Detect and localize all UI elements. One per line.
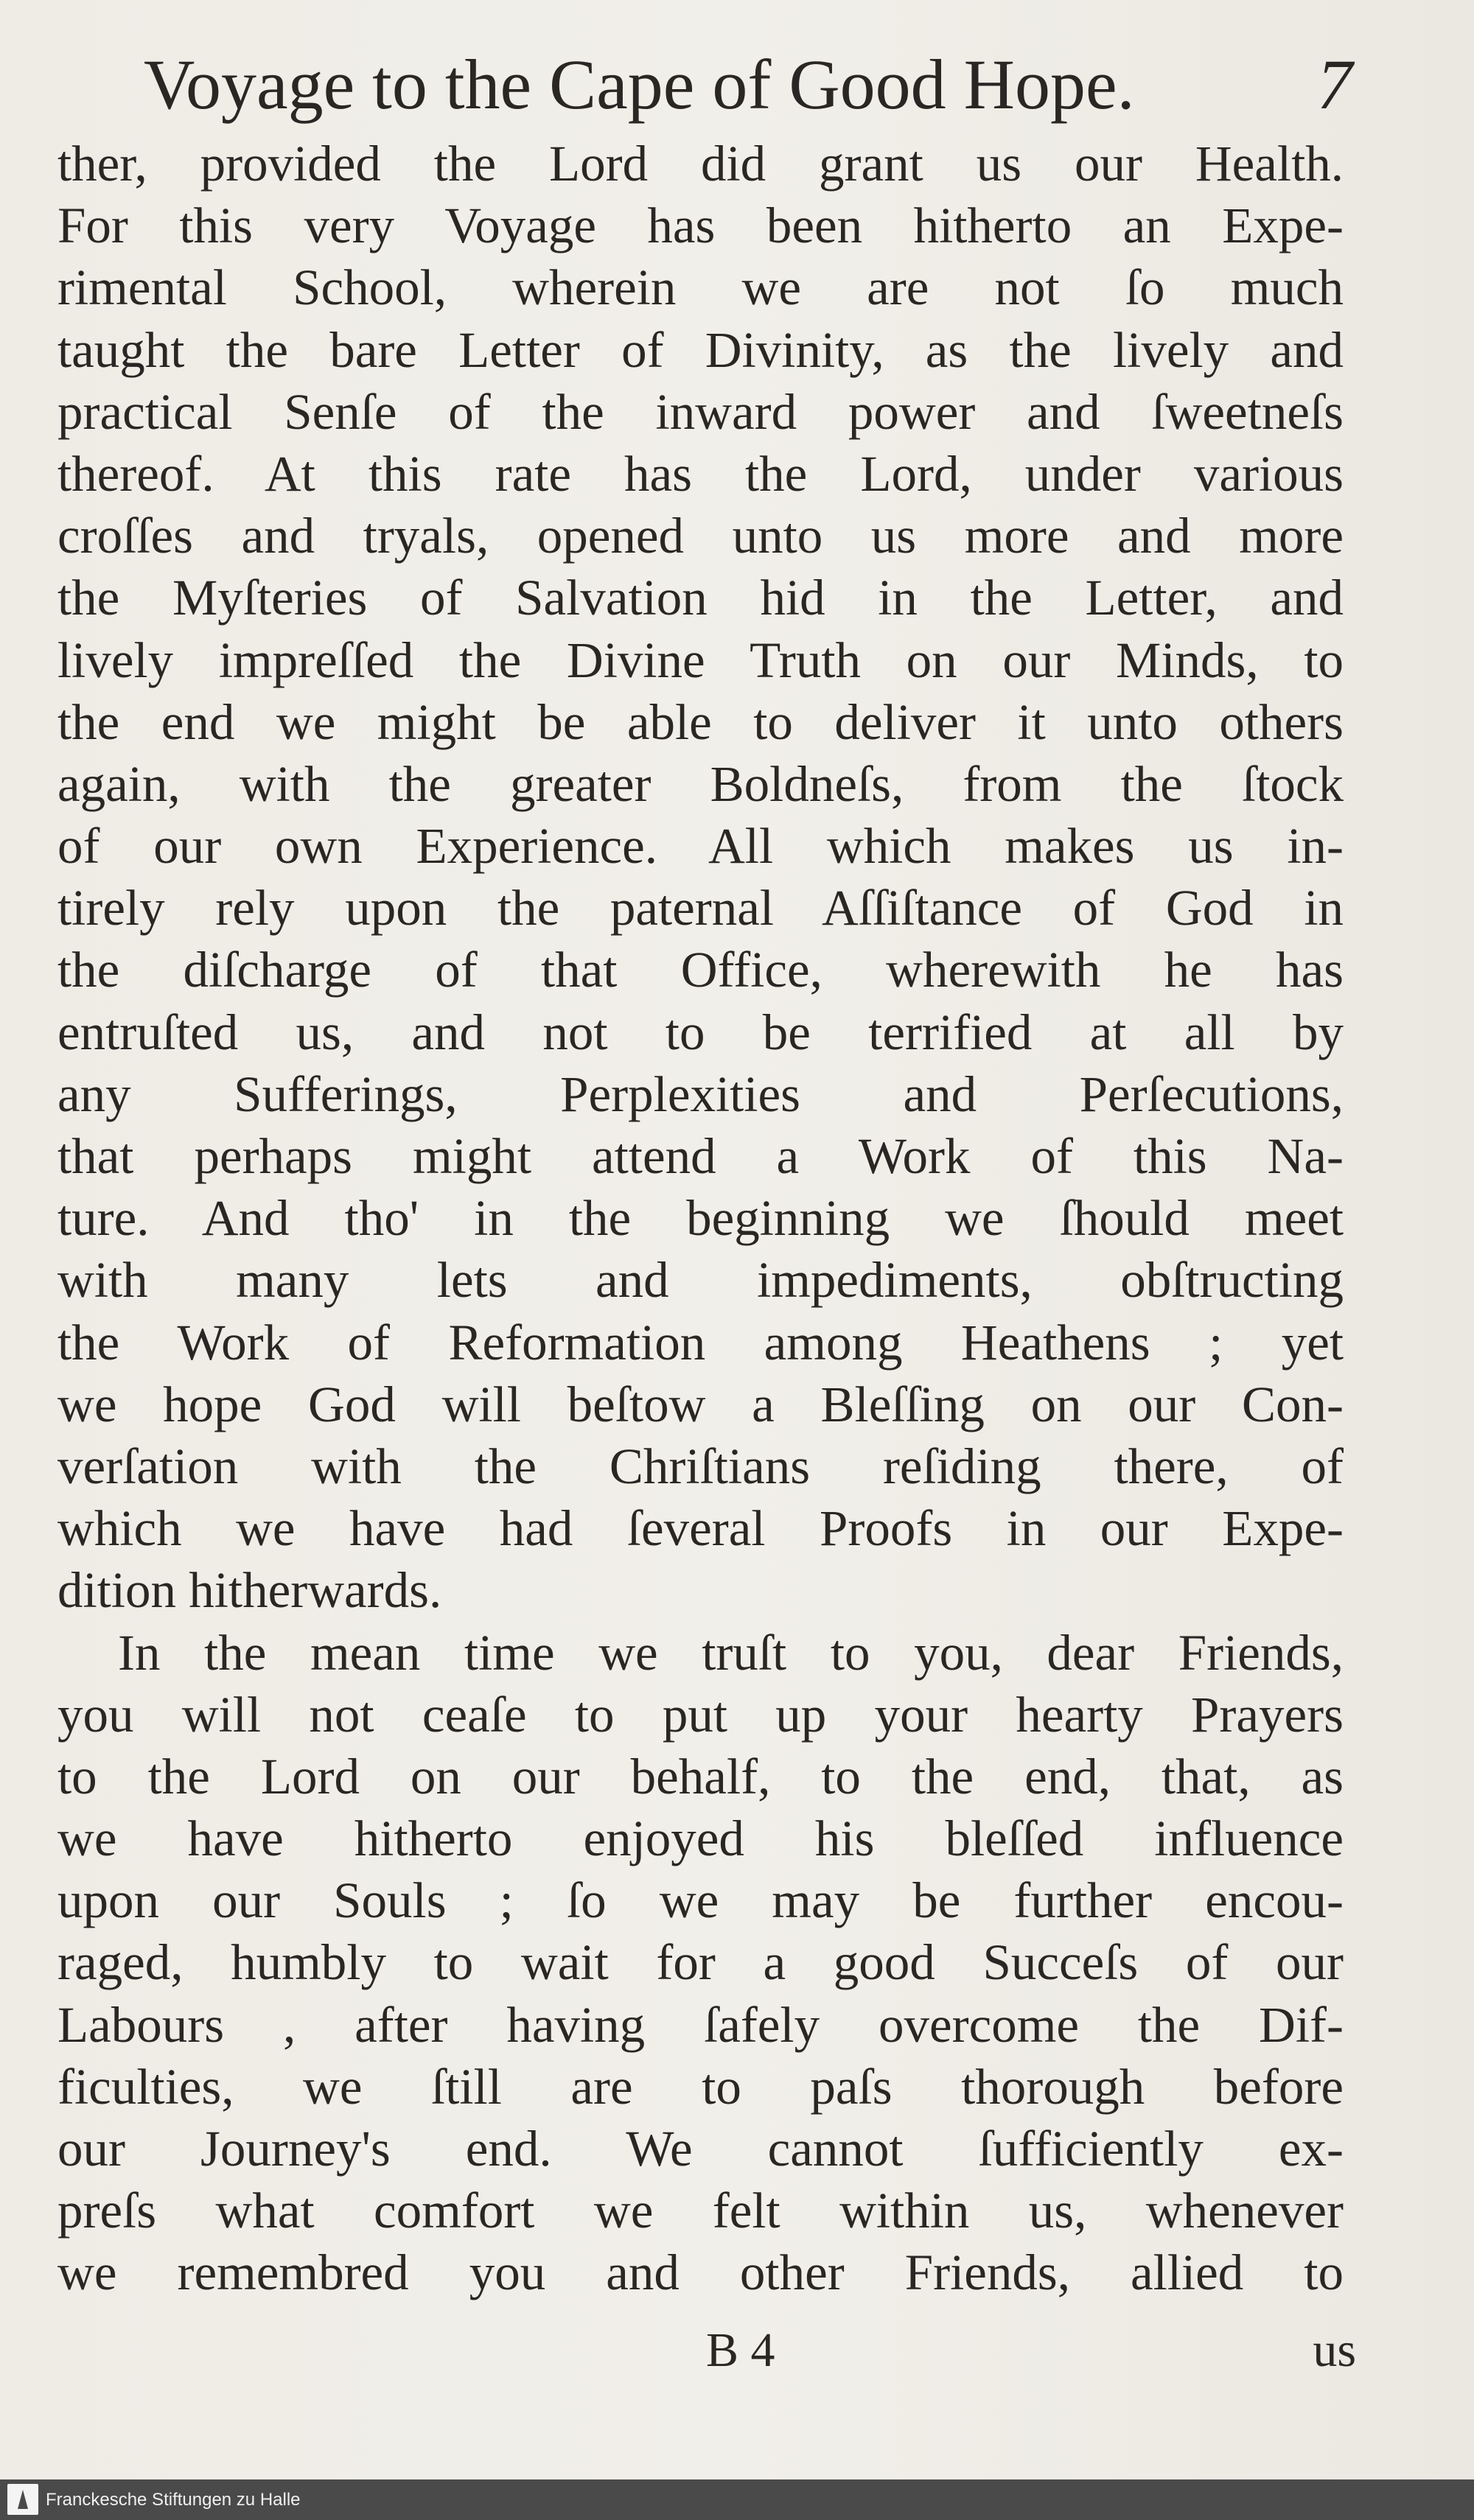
- text-line: again, with the greater Boldneſs, from the ſtock: [57, 755, 1344, 812]
- text-line: we have hitherto enjoyed his bleſſed influence: [57, 1810, 1344, 1867]
- text-line: ture. And tho' in the beginning we ſhould meet: [57, 1190, 1344, 1247]
- signature-mark: B 4: [706, 2323, 775, 2377]
- text-line: any Sufferings, Perplexities and Perſecutions,: [57, 1065, 1344, 1122]
- text-line: rimental School, wherein we are not ſo much: [57, 259, 1344, 316]
- institution-logo-icon: [7, 2484, 38, 2515]
- catchword: us: [1313, 2323, 1356, 2377]
- text-line: lively impreſſed the Divine Truth on our Minds, to: [57, 631, 1344, 688]
- text-line: which we have had ſeveral Proofs in our Expe-: [57, 1500, 1344, 1557]
- text-line: ther, provided the Lord did grant us our Health.: [57, 136, 1344, 192]
- text-line: entruſted us, and not to be terrified at all by: [57, 1004, 1344, 1060]
- text-line: raged, humbly to wait for a good Succeſs of our: [57, 1934, 1344, 1991]
- text-line: thereof. At this rate has the Lord, under various: [57, 445, 1344, 502]
- text-line: the Work of Reformation among Heathens ; yet: [57, 1314, 1344, 1371]
- text-line: the end we might be able to deliver it unto others: [57, 693, 1344, 750]
- running-title: Voyage to the Cape of Good Hope.: [144, 45, 1135, 124]
- body-text: [57, 133, 1344, 2304]
- page-footer: [57, 2317, 1356, 2384]
- page-number: 7: [1317, 45, 1352, 124]
- text-line: of our own Experience. All which makes us in-: [57, 818, 1344, 875]
- text-line: the diſcharge of that Office, wherewith he has: [57, 942, 1344, 998]
- text-line: practical Senſe of the inward power and ſweetneſs: [57, 383, 1344, 440]
- text-line: upon our Souls ; ſo we may be further encou-: [57, 1872, 1344, 1929]
- text-line: tirely rely upon the paternal Aſſiſtance of God in: [57, 880, 1344, 937]
- text-line: you will not ceaſe to put up your hearty Prayers: [57, 1686, 1344, 1743]
- attribution-text: Franckesche Stiftungen zu Halle: [46, 2490, 301, 2510]
- text-line: verſation with the Chriſtians reſiding there, of: [57, 1438, 1344, 1494]
- text-line: Labours , after having ſafely overcome the Dif-: [57, 1996, 1344, 2053]
- text-line: In the mean time we truſt to you, dear Friends,: [118, 1624, 1344, 1681]
- text-line: ficulties, we ſtill are to paſs thorough before: [57, 2058, 1344, 2115]
- text-line: For this very Voyage has been hitherto an Expe-: [57, 197, 1344, 254]
- text-line: our Journey's end. We cannot ſufficiently ex-: [57, 2121, 1344, 2177]
- text-line: that perhaps might attend a Work of this Na-: [57, 1128, 1344, 1184]
- text-line: with many lets and impediments, obſtructing: [57, 1252, 1344, 1309]
- text-line: dition hitherwards.: [57, 1562, 442, 1619]
- text-line: the Myſteries of Salvation hid in the Letter, and: [57, 570, 1344, 626]
- text-line: to the Lord on our behalf, to the end, that, as: [57, 1748, 1344, 1805]
- attribution-bar: [0, 2479, 1474, 2520]
- text-line: we remembred you and other Friends, allied to: [57, 2244, 1344, 2301]
- running-head: [144, 29, 1352, 140]
- text-line: preſs what comfort we felt within us, whenever: [57, 2183, 1344, 2239]
- text-line: croſſes and tryals, opened unto us more and more: [57, 508, 1344, 564]
- text-line: taught the bare Letter of Divinity, as the lively and: [57, 321, 1344, 378]
- text-line: we hope God will beſtow a Bleſſing on our Con-: [57, 1376, 1344, 1432]
